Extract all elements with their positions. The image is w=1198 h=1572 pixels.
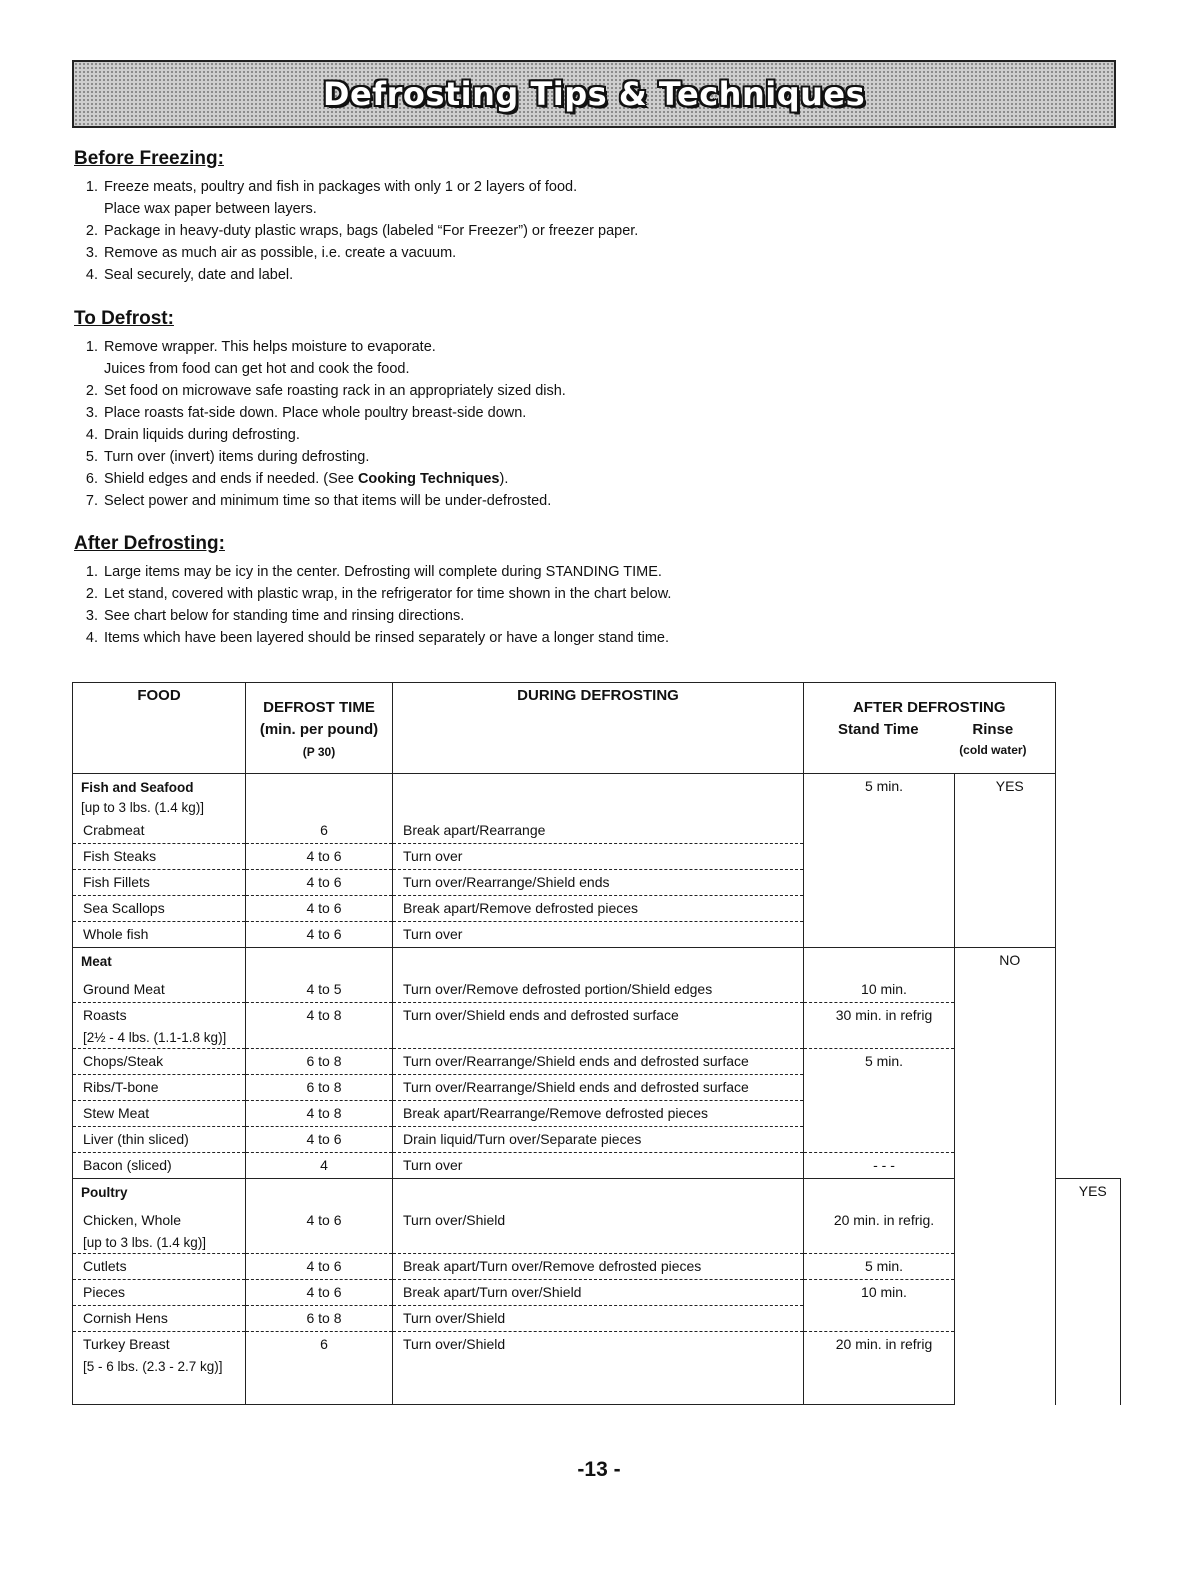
category-label: Fish and Seafood xyxy=(81,780,194,795)
table-row xyxy=(73,1332,1121,1405)
time-cell: 4 to 6 xyxy=(246,870,393,896)
poultry-stand-time: 10 min. xyxy=(804,1280,955,1332)
time-cell: 6 to 8 xyxy=(246,1306,393,1332)
header-rinse xyxy=(959,719,1026,759)
during-cell: Turn over/Shield xyxy=(393,1332,804,1405)
category-label: Meat xyxy=(81,954,112,969)
header-text: (cold water) xyxy=(959,743,1027,757)
during-cell: Turn over/Rearrange/Shield ends and defrosted surface xyxy=(393,1075,804,1101)
list-item xyxy=(102,583,1074,605)
defrost-chart xyxy=(72,682,1121,1405)
list-item xyxy=(102,402,1074,424)
food-cell: Ribs/T-bone xyxy=(73,1075,246,1101)
category-sub: [up to 3 lbs. (1.4 kg)] xyxy=(81,800,205,815)
food-cell: Sea Scallops xyxy=(73,896,246,922)
time-cell: 4 to 6 xyxy=(246,1208,393,1254)
table-cell xyxy=(246,1179,393,1209)
header-text: DEFROST TIME xyxy=(263,699,375,716)
meat-stand-time: 5 min. xyxy=(804,1049,955,1153)
page-number: -13 - xyxy=(577,1458,621,1481)
category-poultry xyxy=(73,1179,246,1209)
list-item xyxy=(102,561,1074,583)
list-item-text: Place wax paper between layers. xyxy=(104,201,317,217)
food-cell: Cornish Hens xyxy=(73,1306,246,1332)
category-label: Poultry xyxy=(81,1185,128,1200)
list-item xyxy=(102,176,1074,220)
food-text: Turkey Breast xyxy=(83,1336,170,1352)
stand-cell: 20 min. in refrig. xyxy=(804,1208,955,1254)
list-item xyxy=(102,605,1074,627)
during-cell: Break apart/Turn over/Shield xyxy=(393,1280,804,1306)
list-item xyxy=(102,424,1074,446)
during-cell: Turn over/Rearrange/Shield ends xyxy=(393,870,804,896)
time-cell: 4 to 8 xyxy=(246,1101,393,1127)
table-cell xyxy=(246,948,393,978)
header-text: (P 30) xyxy=(302,745,336,759)
during-cell: Turn over/Shield ends and defrosted surface xyxy=(393,1003,804,1049)
food-cell xyxy=(73,1003,246,1049)
food-cell: Fish Fillets xyxy=(73,870,246,896)
stand-cell: 30 min. in refrig xyxy=(804,1003,955,1049)
stand-cell: - - - xyxy=(804,1153,955,1179)
food-cell: Fish Steaks xyxy=(73,844,246,870)
food-sub: [up to 3 lbs. (1.4 kg)] xyxy=(83,1235,207,1250)
time-cell: 4 to 8 xyxy=(246,1003,393,1049)
table-row xyxy=(73,774,1121,819)
list-item-text: Seal securely, date and label. xyxy=(104,267,294,283)
stand-cell: 5 min. xyxy=(804,1254,955,1280)
during-cell: Drain liquid/Turn over/Separate pieces xyxy=(393,1127,804,1153)
header-text: AFTER DEFROSTING xyxy=(853,699,1006,716)
category-meat xyxy=(73,948,246,978)
table-row xyxy=(73,1208,1121,1254)
table-header-row xyxy=(73,683,1121,774)
after-defrosting-list xyxy=(74,561,1074,649)
list-item xyxy=(102,627,1074,649)
header-after-defrosting xyxy=(804,683,1056,774)
header-stand-time: Stand Time xyxy=(838,721,919,738)
stand-cell: 20 min. in refrig xyxy=(804,1332,955,1405)
food-cell: Whole fish xyxy=(73,922,246,948)
list-item xyxy=(102,264,1074,286)
time-cell: 4 to 6 xyxy=(246,922,393,948)
after-defrosting-heading: After Defrosting: xyxy=(74,533,225,554)
table-row xyxy=(73,1254,1121,1280)
during-cell: Break apart/Turn over/Remove defrosted pieces xyxy=(393,1254,804,1280)
table-row xyxy=(73,948,1121,978)
food-cell: Stew Meat xyxy=(73,1101,246,1127)
fish-stand-time: 5 min. xyxy=(804,774,955,948)
time-cell: 6 to 8 xyxy=(246,1075,393,1101)
during-cell: Break apart/Remove defrosted pieces xyxy=(393,896,804,922)
during-cell: Turn over xyxy=(393,844,804,870)
time-cell: 4 to 6 xyxy=(246,1280,393,1306)
list-item-text: Package in heavy-duty plastic wraps, bags (labeled “For Freezer”) or freezer paper. xyxy=(104,223,639,239)
cooking-techniques-reference: Cooking Techniques xyxy=(357,471,500,487)
food-cell: Bacon (sliced) xyxy=(73,1153,246,1179)
before-freezing-list xyxy=(74,176,1074,286)
before-freezing-section xyxy=(74,148,1074,286)
list-item-text: Freeze meats, poultry and fish in packages with only 1 or 2 layers of food. xyxy=(104,179,578,195)
food-sub: [5 - 6 lbs. (2.3 - 2.7 kg)] xyxy=(83,1359,223,1374)
during-cell: Turn over/Rearrange/Shield ends and defrosted surface xyxy=(393,1049,804,1075)
to-defrost-section xyxy=(74,308,1074,512)
header-text: (min. per pound) xyxy=(259,721,379,738)
category-fish xyxy=(73,774,246,819)
before-freezing-heading: Before Freezing: xyxy=(74,148,224,169)
after-defrosting-section xyxy=(74,533,1074,649)
time-cell: 4 to 6 xyxy=(246,844,393,870)
time-cell: 4 to 6 xyxy=(246,1254,393,1280)
food-cell: Ground Meat xyxy=(73,977,246,1003)
food-cell xyxy=(73,1208,246,1254)
meat-rinse: NO xyxy=(955,948,1056,1209)
during-cell: Turn over/Shield xyxy=(393,1306,804,1332)
table-cell xyxy=(393,948,804,978)
food-cell: Chops/Steak xyxy=(73,1049,246,1075)
time-cell: 6 xyxy=(246,1332,393,1405)
during-cell: Break apart/Rearrange/Remove defrosted pieces xyxy=(393,1101,804,1127)
poultry-rinse: YES xyxy=(1055,1179,1120,1405)
list-item-text: Let stand, covered with plastic wrap, in the refrigerator for time shown in the chart below. xyxy=(104,586,672,602)
food-cell: Crabmeat xyxy=(73,818,246,844)
list-item-text: Set food on microwave safe roasting rack in an appropriately sized dish. xyxy=(104,383,566,399)
to-defrost-list xyxy=(74,336,1074,512)
time-cell: 4 to 6 xyxy=(246,1127,393,1153)
fish-rinse: YES xyxy=(955,774,1056,948)
food-cell: Liver (thin sliced) xyxy=(73,1127,246,1153)
during-cell: Turn over/Shield xyxy=(393,1208,804,1254)
list-item xyxy=(102,220,1074,242)
page-title: Defrosting Tips & Techniques xyxy=(322,75,866,113)
list-item-text: Turn over (invert) items during defrosting. xyxy=(104,449,370,465)
list-item xyxy=(102,446,1074,468)
list-item-text: Remove wrapper. This helps moisture to evaporate. xyxy=(104,339,436,355)
title-banner xyxy=(72,60,1116,128)
list-item-text: Juices from food can get hot and cook the food. xyxy=(104,361,410,377)
after-subheaders xyxy=(804,719,1055,759)
food-sub: [2½ - 4 lbs. (1.1-1.8 kg)] xyxy=(83,1030,227,1045)
food-cell xyxy=(73,1332,246,1405)
list-item xyxy=(102,336,1074,380)
time-cell: 4 to 5 xyxy=(246,977,393,1003)
during-cell: Turn over xyxy=(393,1153,804,1179)
list-item xyxy=(102,490,1074,512)
list-item-text: Drain liquids during defrosting. xyxy=(104,427,300,443)
table-cell xyxy=(393,774,804,819)
during-cell: Turn over xyxy=(393,922,804,948)
list-item-text: Shield edges and ends if needed. (See xyxy=(104,471,358,487)
stand-cell: 10 min. xyxy=(804,977,955,1003)
food-cell: Cutlets xyxy=(73,1254,246,1280)
list-item-text: See chart below for standing time and rinsing directions. xyxy=(104,608,465,624)
to-defrost-heading: To Defrost: xyxy=(74,308,174,329)
header-defrost-time xyxy=(246,683,393,774)
table-row xyxy=(73,1280,1121,1306)
list-item-text: Items which have been layered should be rinsed separately or have a longer stand time. xyxy=(104,630,670,646)
table-cell xyxy=(246,774,393,819)
food-text: Roasts xyxy=(83,1007,127,1023)
time-cell: 4 xyxy=(246,1153,393,1179)
table-cell xyxy=(804,1179,955,1209)
food-text: Chicken, Whole xyxy=(83,1212,182,1228)
list-item xyxy=(102,468,1074,490)
table-cell xyxy=(393,1179,804,1209)
list-item xyxy=(102,242,1074,264)
list-item xyxy=(102,380,1074,402)
table-row xyxy=(73,1306,1121,1332)
during-cell: Turn over/Remove defrosted portion/Shield edges xyxy=(393,977,804,1003)
time-cell: 6 to 8 xyxy=(246,1049,393,1075)
header-during-defrosting: DURING DEFROSTING xyxy=(393,683,804,774)
time-cell: 4 to 6 xyxy=(246,896,393,922)
list-item-text: Large items may be icy in the center. Defrosting will complete during STANDING TIME. xyxy=(104,564,662,580)
list-item-text: Remove as much air as possible, i.e. create a vacuum. xyxy=(104,245,457,261)
list-item-text: Place roasts fat-side down. Place whole poultry breast-side down. xyxy=(104,405,527,421)
list-item-text: ). xyxy=(499,471,509,487)
header-text: Rinse xyxy=(972,721,1014,738)
time-cell: 6 xyxy=(246,818,393,844)
during-cell: Break apart/Rearrange xyxy=(393,818,804,844)
table-cell xyxy=(804,948,955,978)
list-item-text: Select power and minimum time so that items will be under-defrosted. xyxy=(104,493,552,509)
food-cell: Pieces xyxy=(73,1280,246,1306)
header-food: FOOD xyxy=(73,683,246,774)
